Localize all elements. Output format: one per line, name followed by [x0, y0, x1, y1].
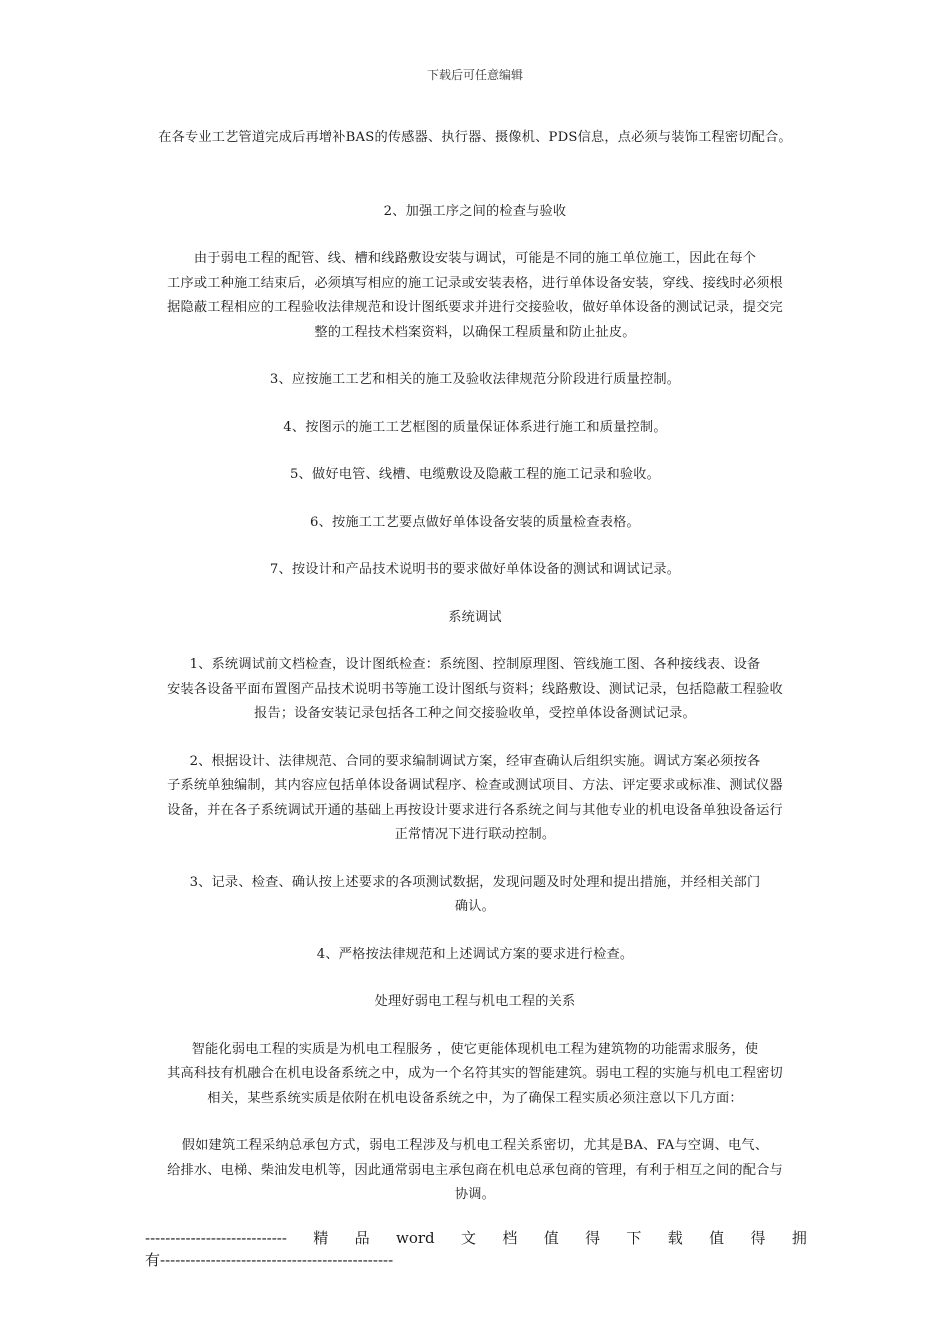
text-line: 报告；设备安装记录包括各工种之间交接验收单，受控单体设备测试记录。	[254, 706, 696, 721]
paragraph	[143, 871, 807, 920]
paragraph	[143, 943, 807, 968]
text-line: 5、做好电管、线槽、电缆敷设及隐蔽工程的施工记录和验收。	[289, 467, 661, 482]
text-line: 协调。	[454, 1187, 496, 1202]
footer-word: 拥	[791, 1229, 807, 1247]
footer-word: 载	[667, 1229, 683, 1247]
text-line: 设备，并在各子系统调试开通的基础上再按设计要求进行各系统之间与其他专业的机电设备单独设备运行	[167, 802, 783, 818]
text-line: 4、按图示的施工工艺框图的质量保证体系进行施工和质量控制。	[283, 419, 667, 435]
paragraph	[143, 511, 807, 536]
text-line: 正常情况下进行联动控制。	[394, 827, 556, 842]
text-line: 假如建筑工程采纳总承包方式，弱电工程涉及与机电工程关系密切，尤其是BA、FA与空调、电气、	[181, 1138, 769, 1153]
text-line: 3、记录、检查、确认按上述要求的各项测试数据，发现问题及时处理和提出措施，并经相关部门	[189, 874, 761, 890]
section-heading	[143, 990, 807, 1015]
paragraph	[143, 126, 807, 151]
section-heading	[143, 200, 807, 225]
footer-word: 得	[585, 1229, 601, 1247]
footer-word: 文	[460, 1229, 476, 1247]
footer-word: word	[395, 1229, 435, 1247]
text-line: 2、加强工序之间的检查与验收	[383, 203, 567, 219]
paragraph	[143, 750, 807, 848]
text-line: 2、根据设计、法律规范、合同的要求编制调试方案，经审查确认后组织实施。调试方案必须按各	[189, 753, 761, 769]
page-header: 下载后可任意编辑	[426, 68, 523, 82]
text-line: 7、按设计和产品技术说明书的要求做好单体设备的测试和调试记录。	[269, 562, 681, 577]
footer-text: 有----------------------------------------------	[145, 1251, 394, 1269]
footer-word: 得	[750, 1229, 766, 1247]
footer-line	[145, 1227, 807, 1249]
footer-word: 值	[709, 1229, 725, 1247]
footer-word: 精	[313, 1229, 329, 1247]
paragraph	[143, 463, 807, 488]
paragraph	[143, 247, 807, 345]
text-line: 据隐蔽工程相应的工程验收法律规范和设计图纸要求并进行交接验收，做好单体设备的测试记录，提交完	[167, 300, 783, 315]
text-line: 4、严格按法律规范和上述调试方案的要求进行检查。	[316, 946, 634, 962]
footer-word: 档	[502, 1229, 518, 1247]
footer-word: 品	[354, 1229, 370, 1247]
footer-word: 值	[543, 1229, 559, 1247]
paragraph	[143, 558, 807, 583]
section-heading	[143, 606, 807, 631]
text-line: 3、应按施工工艺和相关的施工及验收法律规范分阶段进行质量控制。	[269, 372, 681, 387]
text-line: 整的工程技术档案资料，以确保工程质量和防止扯皮。	[314, 324, 636, 340]
paragraph	[143, 653, 807, 727]
text-line: 子系统单独编制，其内容应包括单体设备调试程序、检查或测试项目、方法、评定要求或标准、测试仪器	[167, 778, 783, 793]
text-line: 6、按施工工艺要点做好单体设备安装的质量检查表格。	[310, 514, 640, 530]
text-line: 工序或工种施工结束后，必须填写相应的施工记录或安装表格，进行单体设备安装，穿线、接线时必须根	[167, 275, 783, 291]
paragraph	[143, 1038, 807, 1112]
footer-word: 下	[626, 1229, 642, 1247]
text-line: 由于弱电工程的配管、线、槽和线路敷设安装与调试，可能是不同的施工单位施工，因此在每个	[193, 251, 757, 266]
text-line: 处理好弱电工程与机电工程的关系	[374, 994, 576, 1009]
paragraph	[143, 416, 807, 441]
text-line: 给排水、电梯、柴油发电机等，因此通常弱电主承包商在机电总承包商的管理，有利于相互之间的配合与	[167, 1162, 783, 1178]
paragraph	[143, 1134, 807, 1208]
document-body	[143, 126, 807, 1208]
text-line: 相关，某些系统实质是依附在机电设备系统之中，为了确保工程实质必须注意以下几方面：	[207, 1090, 743, 1106]
page-footer	[145, 1227, 807, 1271]
text-line: 智能化弱电工程的实质是为机电工程服务 ，使它更能体现机电工程为建筑物的功能需求服务，使	[191, 1041, 759, 1057]
text-line: 其高科技有机融合在机电设备系统之中，成为一个名符其实的智能建筑。弱电工程的实施与机电工程密切	[167, 1066, 783, 1081]
footer-line	[145, 1249, 807, 1271]
text-line: 1、系统调试前文档检查，设计图纸检查：系统图、控制原理图、管线施工图、各种接线表、设备	[189, 657, 761, 672]
text-line: 确认。	[454, 899, 496, 914]
footer-dashes: ----------------------------	[145, 1229, 287, 1247]
text-line: 安装各设备平面布置图产品技术说明书等施工设计图纸与资料；线路敷设、测试记录，包括隐蔽工程验收	[167, 681, 783, 697]
text-line: 在各专业工艺管道完成后再增补BAS的传感器、执行器、摄像机、PDS信息，点必须与装饰工程密切配合。	[158, 130, 792, 145]
text-line: 系统调试	[448, 609, 502, 625]
paragraph	[143, 368, 807, 393]
